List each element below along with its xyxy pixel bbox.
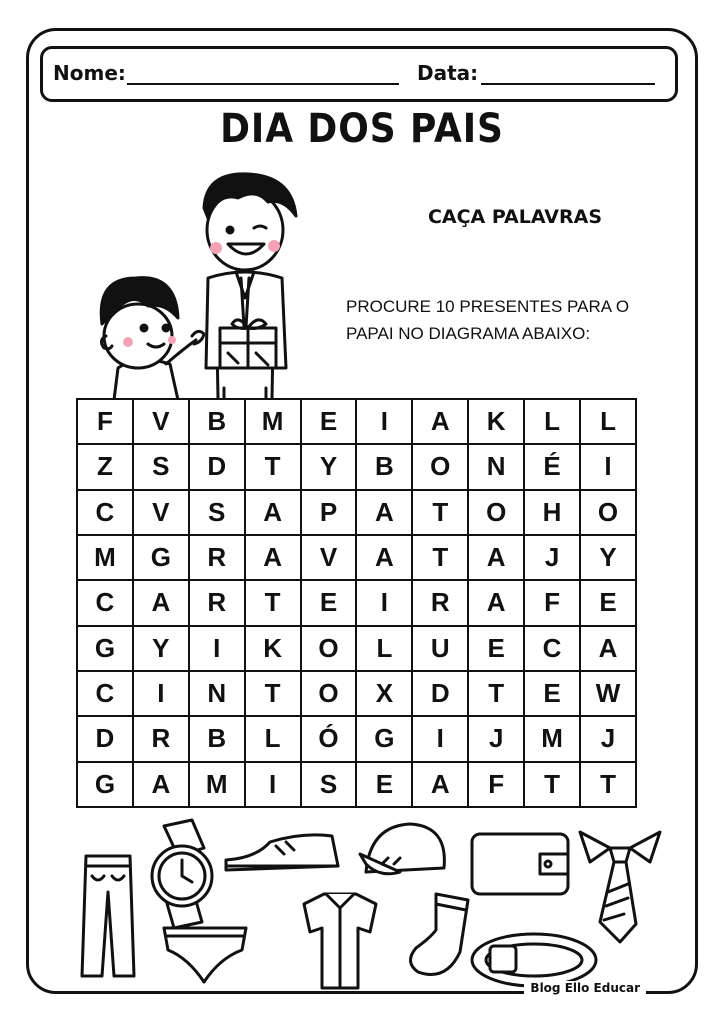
- grid-cell[interactable]: E: [301, 399, 357, 444]
- grid-cell[interactable]: A: [412, 399, 468, 444]
- grid-cell[interactable]: V: [133, 490, 189, 535]
- grid-cell[interactable]: T: [245, 444, 301, 489]
- grid-cell[interactable]: O: [468, 490, 524, 535]
- grid-cell[interactable]: L: [580, 399, 636, 444]
- grid-cell[interactable]: S: [133, 444, 189, 489]
- grid-cell[interactable]: Y: [580, 535, 636, 580]
- grid-cell[interactable]: T: [524, 762, 580, 807]
- grid-cell[interactable]: I: [245, 762, 301, 807]
- grid-cell[interactable]: Y: [133, 626, 189, 671]
- grid-row: [77, 626, 636, 671]
- grid-cell[interactable]: F: [468, 762, 524, 807]
- grid-cell[interactable]: H: [524, 490, 580, 535]
- grid-cell[interactable]: V: [133, 399, 189, 444]
- grid-cell[interactable]: K: [468, 399, 524, 444]
- grid-cell[interactable]: G: [77, 762, 133, 807]
- grid-row: [77, 490, 636, 535]
- word-search-grid: [76, 398, 637, 808]
- grid-cell[interactable]: T: [245, 580, 301, 625]
- grid-cell[interactable]: O: [301, 671, 357, 716]
- grid-cell[interactable]: A: [356, 490, 412, 535]
- grid-cell[interactable]: I: [189, 626, 245, 671]
- page-title: DIA DOS PAIS: [220, 106, 504, 152]
- grid-cell[interactable]: L: [524, 399, 580, 444]
- grid-cell[interactable]: E: [524, 671, 580, 716]
- grid-cell[interactable]: Z: [77, 444, 133, 489]
- grid-cell[interactable]: V: [301, 535, 357, 580]
- father-son-illustration: [78, 168, 308, 400]
- grid-cell[interactable]: C: [77, 490, 133, 535]
- grid-cell[interactable]: D: [189, 444, 245, 489]
- shirt-icon: [304, 894, 376, 988]
- grid-cell[interactable]: I: [412, 716, 468, 761]
- grid-cell[interactable]: C: [77, 580, 133, 625]
- grid-cell[interactable]: C: [524, 626, 580, 671]
- grid-cell[interactable]: E: [356, 762, 412, 807]
- instructions: [346, 293, 676, 347]
- name-date-box: [40, 46, 678, 102]
- shoe-icon: [226, 835, 338, 870]
- grid-row: [77, 762, 636, 807]
- grid-cell[interactable]: A: [245, 535, 301, 580]
- grid-cell[interactable]: T: [245, 671, 301, 716]
- grid-row: [77, 671, 636, 716]
- grid-cell[interactable]: G: [77, 626, 133, 671]
- grid-row: [77, 535, 636, 580]
- date-label: Data:: [417, 61, 479, 85]
- grid-cell[interactable]: É: [524, 444, 580, 489]
- grid-cell[interactable]: G: [133, 535, 189, 580]
- grid-cell[interactable]: N: [468, 444, 524, 489]
- grid-cell[interactable]: A: [412, 762, 468, 807]
- grid-cell[interactable]: B: [189, 399, 245, 444]
- grid-cell[interactable]: T: [580, 762, 636, 807]
- grid-cell[interactable]: A: [356, 535, 412, 580]
- watch-icon: [152, 820, 212, 928]
- grid-cell[interactable]: S: [189, 490, 245, 535]
- name-label: Nome:: [53, 61, 126, 85]
- grid-cell[interactable]: R: [412, 580, 468, 625]
- grid-cell[interactable]: B: [356, 444, 412, 489]
- gift-icon: [220, 320, 276, 368]
- belt-icon: [472, 934, 596, 986]
- instruction-line: PROCURE 10 PRESENTES PARA O: [346, 297, 630, 316]
- grid-cell[interactable]: E: [468, 626, 524, 671]
- grid-cell[interactable]: A: [245, 490, 301, 535]
- date-field[interactable]: [481, 83, 655, 85]
- grid-cell[interactable]: O: [580, 490, 636, 535]
- grid-cell[interactable]: A: [133, 762, 189, 807]
- grid-row: [77, 444, 636, 489]
- grid-cell[interactable]: I: [356, 399, 412, 444]
- grid-cell[interactable]: L: [245, 716, 301, 761]
- pants-icon: [82, 856, 134, 976]
- grid-cell[interactable]: A: [468, 535, 524, 580]
- subtitle: CAÇA PALAVRAS: [427, 206, 603, 228]
- grid-cell[interactable]: J: [524, 535, 580, 580]
- grid-cell[interactable]: A: [580, 626, 636, 671]
- grid-cell[interactable]: I: [133, 671, 189, 716]
- tie-icon: [580, 832, 660, 942]
- grid-cell[interactable]: M: [77, 535, 133, 580]
- son-icon: [101, 278, 204, 400]
- instruction-line: PAPAI NO DIAGRAMA ABAIXO:: [346, 324, 591, 343]
- grid-cell[interactable]: O: [412, 444, 468, 489]
- wallet-icon: [472, 834, 568, 894]
- grid-cell[interactable]: F: [77, 399, 133, 444]
- grid-cell[interactable]: R: [133, 716, 189, 761]
- grid-cell[interactable]: O: [301, 626, 357, 671]
- grid-cell[interactable]: J: [468, 716, 524, 761]
- grid-row: [77, 580, 636, 625]
- grid-cell[interactable]: M: [524, 716, 580, 761]
- footer-credit: Blog Ello Educar: [524, 981, 646, 995]
- grid-cell[interactable]: T: [412, 535, 468, 580]
- grid-cell[interactable]: E: [580, 580, 636, 625]
- grid-cell[interactable]: B: [189, 716, 245, 761]
- grid-cell[interactable]: Y: [301, 444, 357, 489]
- grid-cell[interactable]: S: [301, 762, 357, 807]
- grid-cell[interactable]: L: [356, 626, 412, 671]
- grid-cell[interactable]: E: [301, 580, 357, 625]
- grid-cell[interactable]: I: [356, 580, 412, 625]
- grid-cell[interactable]: G: [356, 716, 412, 761]
- grid-cell[interactable]: D: [412, 671, 468, 716]
- grid-cell[interactable]: T: [468, 671, 524, 716]
- gift-illustrations: [70, 812, 670, 990]
- grid-cell[interactable]: W: [580, 671, 636, 716]
- cap-icon: [360, 824, 444, 874]
- grid-cell[interactable]: X: [356, 671, 412, 716]
- grid-cell[interactable]: K: [245, 626, 301, 671]
- grid-cell[interactable]: M: [189, 762, 245, 807]
- grid-cell[interactable]: A: [133, 580, 189, 625]
- grid-cell[interactable]: M: [245, 399, 301, 444]
- grid-cell[interactable]: R: [189, 535, 245, 580]
- grid-cell[interactable]: P: [301, 490, 357, 535]
- name-field[interactable]: [127, 83, 399, 85]
- grid-cell[interactable]: I: [580, 444, 636, 489]
- grid-cell[interactable]: T: [412, 490, 468, 535]
- grid-cell[interactable]: A: [468, 580, 524, 625]
- underwear-icon: [164, 928, 246, 982]
- grid-cell[interactable]: D: [77, 716, 133, 761]
- grid-cell[interactable]: C: [77, 671, 133, 716]
- grid-cell[interactable]: F: [524, 580, 580, 625]
- sock-icon: [410, 894, 468, 975]
- grid-cell[interactable]: J: [580, 716, 636, 761]
- grid-cell[interactable]: U: [412, 626, 468, 671]
- grid-cell[interactable]: Ó: [301, 716, 357, 761]
- grid-cell[interactable]: R: [189, 580, 245, 625]
- grid-row: [77, 716, 636, 761]
- grid-cell[interactable]: N: [189, 671, 245, 716]
- grid-row: [77, 399, 636, 444]
